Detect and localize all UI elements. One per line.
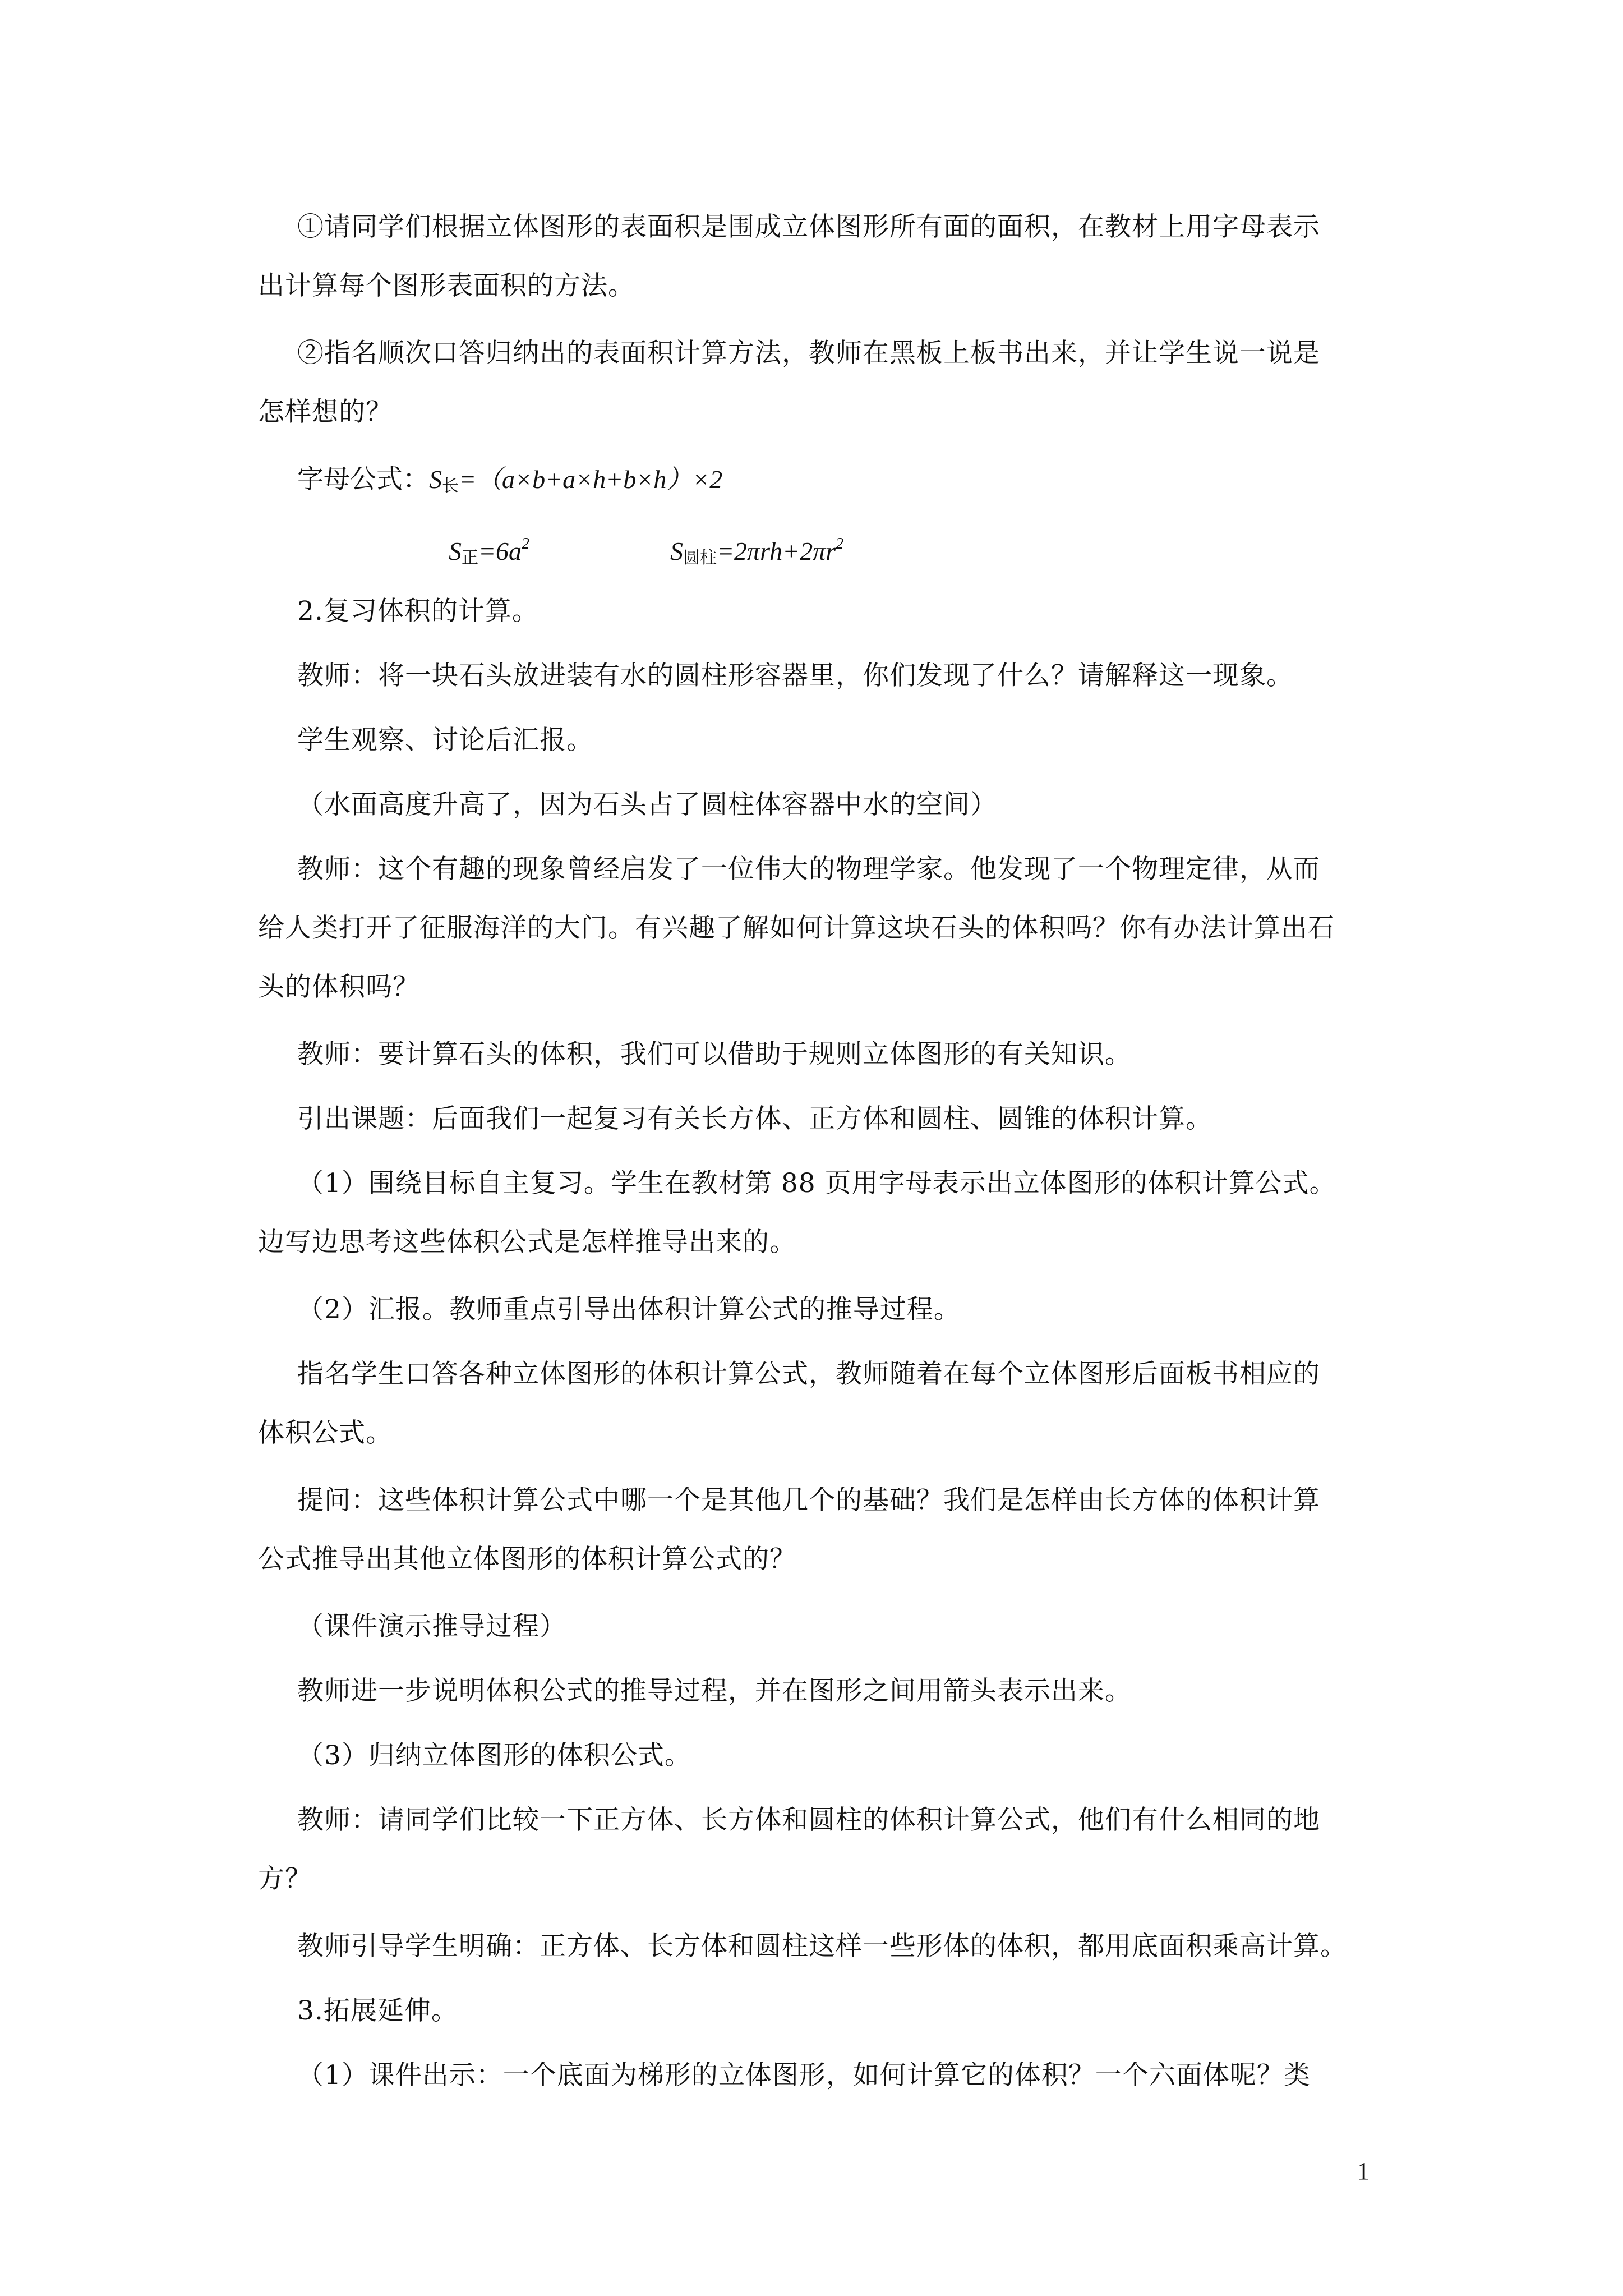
paragraph-line: 教师引导学生明确：正方体、长方体和圆柱这样一些形体的体积，都用底面积乘高计算。: [297, 1931, 1347, 1962]
paragraph-line: 公式推导出其他立体图形的体积计算公式的？: [258, 1544, 796, 1575]
paragraph-line: 教师：请同学们比较一下正方体、长方体和圆柱的体积计算公式，他们有什么相同的地: [297, 1805, 1320, 1835]
paragraph-line: 边写边思考这些体积公式是怎样推导出来的。: [258, 1227, 796, 1258]
formula-expression: =（a×b+a×h+b×h）×2: [459, 465, 723, 494]
formula-superscript: 2: [836, 535, 844, 553]
paragraph-line: （课件演示推导过程）: [297, 1611, 566, 1642]
paragraph-line: 引出课题：后面我们一起复习有关长方体、正方体和圆柱、圆锥的体积计算。: [297, 1103, 1212, 1134]
paragraph-line: 提问：这些体积计算公式中哪一个是其他几个的基础？我们是怎样由长方体的体积计算: [297, 1485, 1320, 1516]
formula-expression: =2πrh+2πr: [717, 537, 836, 565]
paragraph-line: 头的体积吗？: [258, 972, 419, 1002]
page-number: 1: [1357, 2157, 1370, 2185]
formula-subscript: 正: [462, 549, 478, 567]
formula-superscript: 2: [522, 535, 530, 553]
paragraph-line: （3）归纳立体图形的体积公式。: [297, 1740, 691, 1771]
formula-symbol: S: [670, 537, 683, 565]
paragraph-line: 教师：将一块石头放进装有水的圆柱形容器里，你们发现了什么？请解释这一现象。: [297, 660, 1293, 691]
paragraph-line: 给人类打开了征服海洋的大门。有兴趣了解如何计算这块石头的体积吗？你有办法计算出石: [258, 913, 1335, 944]
paragraph-line: 教师：要计算石头的体积，我们可以借助于规则立体图形的有关知识。: [297, 1039, 1132, 1070]
paragraph-line: （1）课件出示：一个底面为梯形的立体图形，如何计算它的体积？一个六面体呢？类: [297, 2060, 1311, 2091]
paragraph-line: 教师进一步说明体积公式的推导过程，并在图形之间用箭头表示出来。: [297, 1676, 1132, 1706]
section-heading: 3.拓展延伸。: [297, 1995, 458, 2026]
paragraph-line: 体积公式。: [258, 1418, 393, 1448]
paragraph-line: 方？: [258, 1864, 312, 1894]
formula-symbol: S: [449, 537, 462, 565]
formula-cuboid-surface: [297, 460, 722, 506]
paragraph-line: ①请同学们根据立体图形的表面积是围成立体图形所有面的面积，在教材上用字母表示: [297, 211, 1320, 242]
formula-expression: =6a: [478, 537, 522, 565]
paragraph-line: （水面高度升高了，因为石头占了圆柱体容器中水的空间）: [297, 789, 997, 820]
paragraph-line: 学生观察、讨论后汇报。: [297, 725, 593, 756]
paragraph-line: （2）汇报。教师重点引导出体积计算公式的推导过程。: [297, 1294, 961, 1325]
paragraph-line: （1）围绕目标自主复习。学生在教材第 88 页用字母表示出立体图形的体积计算公式。: [297, 1168, 1336, 1199]
paragraph-line: 出计算每个图形表面积的方法。: [258, 270, 635, 301]
formula-subscript: 圆柱: [683, 549, 717, 567]
formula-symbol: S: [429, 465, 442, 494]
formula-cube-surface: [449, 524, 529, 578]
paragraph-line: ②指名顺次口答归纳出的表面积计算方法，教师在黑板上板书出来，并让学生说一说是: [297, 338, 1320, 369]
formula-subscript: 长: [442, 477, 459, 495]
paragraph-line: 怎样想的？: [258, 397, 393, 427]
formula-label: 字母公式：: [297, 464, 429, 495]
paragraph-line: 教师：这个有趣的现象曾经启发了一位伟大的物理学家。他发现了一个物理定律，从而: [297, 854, 1320, 885]
formula-cylinder-surface: [670, 524, 843, 578]
paragraph-line: 指名学生口答各种立体图形的体积计算公式，教师随着在每个立体图形后面板书相应的: [297, 1359, 1320, 1389]
section-heading: 2.复习体积的计算。: [297, 596, 539, 627]
